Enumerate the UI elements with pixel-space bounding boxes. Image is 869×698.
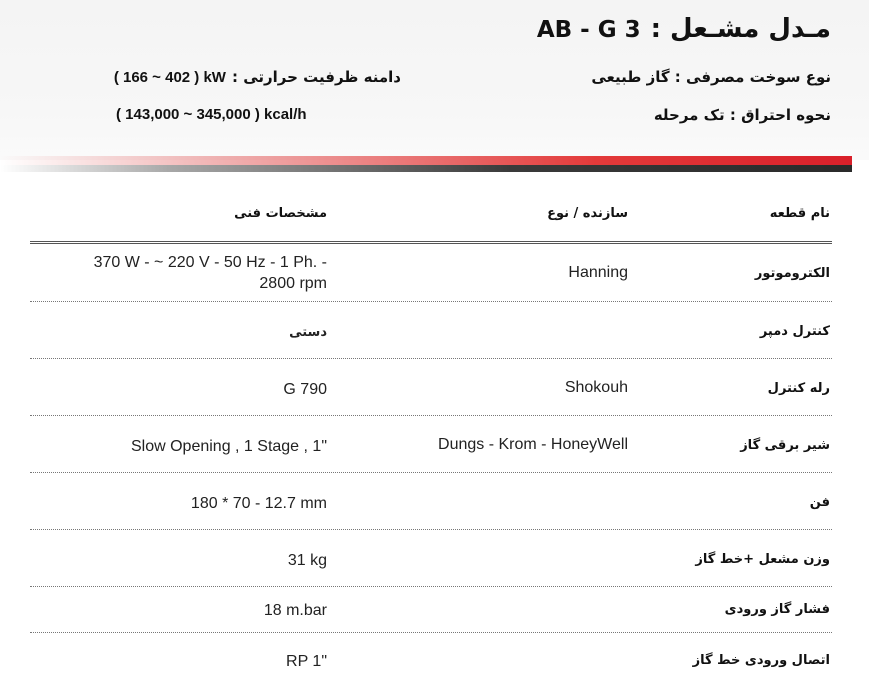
burner-model-title (537, 14, 831, 44)
table-row (30, 416, 832, 473)
capacity-kcal: ( 143,000 ~ 345,000 ) kcal/h (116, 106, 307, 123)
part-spec: 31 kg (287, 552, 327, 569)
part-name: کنترل دمپر (759, 324, 830, 339)
part-name: وزن مشعل +خط گاز (695, 552, 830, 567)
table-row (30, 473, 832, 530)
part-spec: Slow Opening , 1 Stage , 1" (130, 438, 327, 455)
table-row (30, 359, 832, 416)
header-panel (0, 0, 869, 160)
part-maker: Hanning (568, 264, 628, 281)
part-maker: Shokouh (564, 379, 628, 396)
table-row (30, 633, 832, 693)
part-name: شیر برقی گاز (740, 438, 830, 453)
spec-table (30, 190, 832, 693)
part-name: الکتروموتور (754, 266, 830, 281)
table-row (30, 244, 832, 302)
table-header (30, 190, 832, 244)
fuel-type: نوع سوخت مصرفی : گاز طبیعی (591, 68, 831, 86)
part-name: اتصال ورودی خط گاز (692, 653, 830, 668)
stripe-dark (0, 165, 852, 172)
header-part-name: نام قطعه (769, 206, 830, 221)
table-row (30, 530, 832, 587)
model-code: AB - G 3 (536, 17, 641, 43)
table-row (30, 587, 832, 633)
header-spec: مشخصات فنی (234, 206, 327, 221)
capacity-kw: ( 166 ~ 402 ) kW (113, 69, 226, 86)
part-name: فن (809, 495, 830, 510)
capacity-label: دامنه ظرفیت حرارتی : (231, 68, 401, 86)
stripe-red (0, 156, 852, 165)
part-spec: 180 * 70 - 12.7 mm (190, 495, 327, 512)
part-spec: G 790 (283, 381, 327, 398)
header-divider-stripe (0, 156, 852, 174)
table-row (30, 302, 832, 359)
part-spec: RP 1" (286, 653, 327, 670)
part-name: رله کنترل (767, 381, 830, 396)
part-spec: دستی (289, 325, 327, 340)
combustion-type: نحوه احتراق : تک مرحله (653, 106, 831, 124)
part-maker: Dungs - Krom - HoneyWell (438, 436, 628, 453)
header-maker: سازنده / نوع (547, 206, 628, 221)
part-name: فشار گاز ورودی (724, 602, 830, 617)
capacity-range (114, 68, 401, 86)
part-spec: 18 m.bar (263, 602, 327, 619)
part-spec: 370 W - ~ 220 V - 50 Hz - 1 Ph. - 2800 rpm (93, 254, 327, 292)
title-label: مـدل مشـعل : (650, 14, 831, 44)
